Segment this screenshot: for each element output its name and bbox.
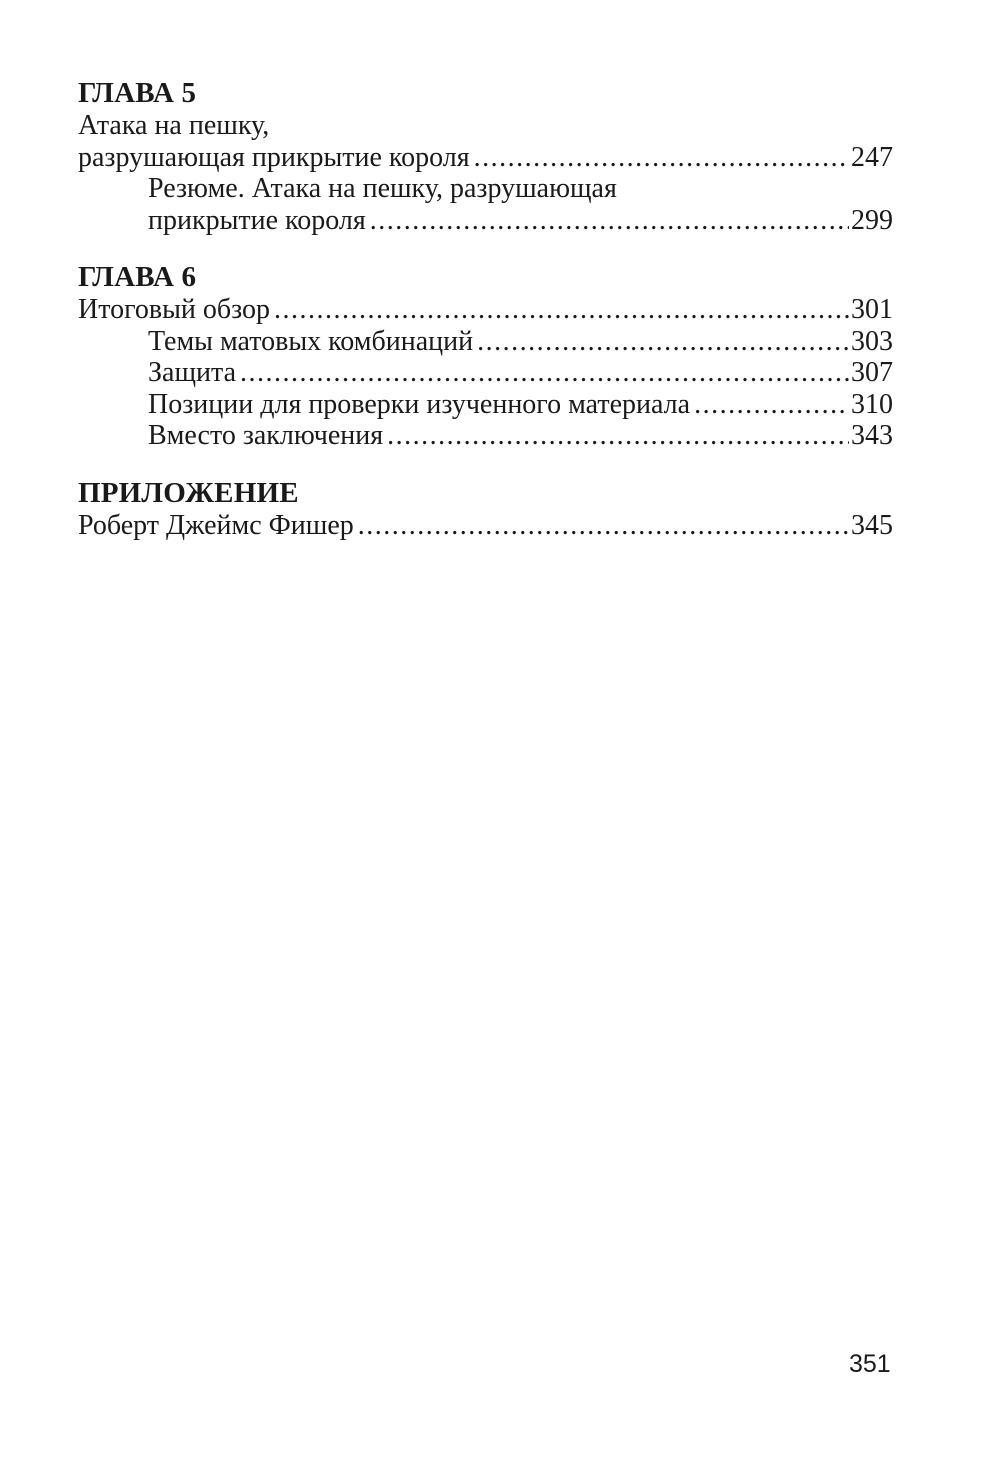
dot-leader (477, 326, 849, 358)
toc-section-chapter-5 (78, 76, 893, 236)
toc-entry[interactable] (148, 357, 893, 389)
section-title: ГЛАВА 6 (78, 261, 197, 293)
toc-entry[interactable] (148, 173, 893, 236)
section-title: ПРИЛОЖЕНИЕ (78, 476, 299, 509)
entry-page-number: 310 (851, 388, 893, 420)
entry-title: Роберт Джеймс Фишер (78, 509, 354, 541)
toc-entry[interactable] (78, 110, 893, 173)
entry-page-number: 303 (851, 325, 893, 357)
entry-leader-line (148, 326, 893, 358)
entry-title: Позиции для проверки изученного материала (148, 388, 691, 420)
table-of-contents (78, 76, 893, 565)
dot-leader (358, 510, 849, 542)
entry-leader-line (148, 357, 893, 389)
entry-leader-line (148, 420, 893, 452)
entry-page-number: 307 (851, 357, 893, 388)
entry-leader-line (78, 510, 893, 542)
toc-entry[interactable] (148, 420, 893, 452)
dot-leader (387, 420, 849, 452)
entry-leader-line (78, 142, 893, 174)
entry-page-number: 299 (851, 204, 893, 236)
dot-leader (370, 205, 849, 237)
entry-text-line: Атака на пешку, (78, 110, 270, 141)
entry-title: Итоговый обзор (78, 294, 271, 325)
toc-section-appendix (78, 476, 893, 542)
entry-page-number: 343 (851, 420, 893, 451)
entry-page-number: 301 (851, 294, 893, 325)
toc-entry[interactable] (148, 326, 893, 358)
toc-entry[interactable] (78, 510, 893, 542)
entry-title: прикрытие короля (148, 204, 366, 236)
entry-title: Темы матовых комбинаций (148, 325, 474, 357)
entry-leader-line (78, 294, 893, 326)
dot-leader (474, 142, 849, 174)
toc-section-chapter-6 (78, 260, 893, 452)
entry-leader-line (148, 205, 893, 237)
entry-title: Защита (148, 357, 237, 388)
entry-page-number: 247 (851, 141, 893, 173)
dot-leader (694, 389, 849, 421)
dot-leader (240, 357, 849, 389)
toc-entry[interactable] (78, 294, 893, 326)
dot-leader (274, 294, 849, 326)
entry-title: Вместо заключения (148, 420, 384, 451)
toc-entry[interactable] (148, 389, 893, 421)
entry-text-line: Резюме. Атака на пешку, разрушающая (148, 173, 617, 204)
entry-leader-line (148, 389, 893, 421)
section-title: ГЛАВА 5 (78, 77, 197, 109)
entry-page-number: 345 (851, 509, 893, 541)
footer-page-number: 351 (849, 1350, 891, 1378)
entry-title: разрушающая прикрытие короля (78, 141, 470, 173)
